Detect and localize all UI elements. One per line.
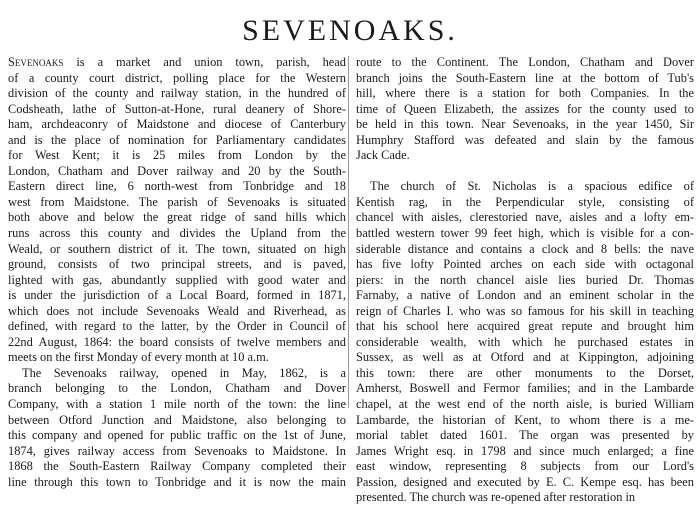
text-line: James Wright esq. in 1798 and since much enlarged; a fine <box>356 443 694 458</box>
text-line: has five lofty Pointed arches on each side with octagonal <box>356 257 694 272</box>
text-line: The church of St. Nicholas is a spacious edifice of <box>370 179 694 194</box>
text-line: west from Maidstone. The parish of Sevenoaks is situated <box>8 194 346 209</box>
text-line: between Otford Junction and Maidstone, also belonging to <box>8 412 346 427</box>
text-line: battled western tower 99 feet high, which is visible for a con- <box>356 226 694 241</box>
right-column <box>356 55 694 506</box>
text-line: runs across this county and divides the Upland from the <box>8 226 346 241</box>
text-line: lighted with gas, abundantly supplied with good water and <box>8 272 346 287</box>
text-line: east window, representing 8 subjects from our Lord's <box>356 459 694 474</box>
text-line: Kentish rag, in the Perpendicular style, consisting of <box>356 194 694 209</box>
text-line: both above and below the great ridge of sand hills which <box>8 210 346 225</box>
text-line: branch joins the South-Eastern line at the bottom of Tub's <box>356 70 694 85</box>
text-line: this town: there are other monuments to the Dorset, <box>356 365 694 380</box>
text-line: Weald, or southern district of it. The town, situated on high <box>8 241 346 256</box>
text-line: defined, with regard to the latter, by the Order in Council of <box>8 319 346 334</box>
text-line: London, Chatham and Dover railway and 20 by the South- <box>8 163 346 178</box>
text-line: ground, consists of two principal streets, and is paved, <box>8 257 346 272</box>
text-line: 22nd August, 1864: the board consists of twelve members and <box>8 334 346 349</box>
text-line: time of Queen Elizabeth, the assizes for the county used to <box>356 101 694 116</box>
text-line: route to the Continent. The London, Chatham and Dover <box>356 55 694 69</box>
left-column <box>8 55 346 490</box>
text-line: meets on the first Monday of every month at 10 a.m. <box>8 350 269 365</box>
text-line: this company and opened for public traffic on the 1st of June, <box>8 428 346 443</box>
text-line: morial tablet dated 1601. The organ was presented by <box>356 428 694 443</box>
column-divider <box>348 56 349 408</box>
text-line: Sevenoaks is a market and union town, parish, head <box>8 55 346 69</box>
text-line: is under the jurisdiction of a Local Board, formed in 1871, <box>8 288 346 303</box>
text-line: Amherst, Boswell and Fermor families; and in the Lambarde <box>356 381 694 396</box>
text-line: Humphry Stafford was defeated and slain by the famous <box>356 132 694 147</box>
text-line <box>356 164 694 180</box>
text-line: be held in this town. Near Sevenoaks, in the year 1450, Sir <box>356 117 694 132</box>
text-line: division of the county and railway station, in the hundred of <box>8 86 346 101</box>
text-line: considerable wealth, with which he purchased estates in <box>356 334 694 349</box>
text-line: Jack Cade. <box>356 148 410 163</box>
lead-word: Sevenoaks <box>8 55 64 69</box>
text-line: ham, archdeaconry of Maidstone and diocese of Canterbury <box>8 117 346 132</box>
text-line: presented. The church was re-opened after restoration in <box>356 490 636 505</box>
text-line: siderable distance and contains a clock and 8 bells: the nave <box>356 241 694 256</box>
text-line: Company, with a station 1 mile north of the town: the line <box>8 397 346 412</box>
text-line: Codsheath, lathe of Sutton-at-Hone, rural deanery of Shore- <box>8 101 346 116</box>
text-line: branch belonging to the London, Chatham and Dover <box>8 381 346 396</box>
text-line: line through this town to Tonbridge and it is now the main <box>8 474 346 489</box>
text-line: hill, where there is a station for both Companies. In the <box>356 86 694 101</box>
text-line: 1874, gives railway access from Sevenoaks to Maidstone. In <box>8 443 346 458</box>
text-line: reign of Charles I. who was so famous for his skill in teaching <box>356 303 694 318</box>
text-line: Passion, designed and executed by E. C. Kempe esq. has been <box>356 474 694 489</box>
text-line: Eastern direct line, 6 north-west from Tonbridge and 18 <box>8 179 346 194</box>
text-line: which does not include Sevenoaks Weald and Riverhead, as <box>8 303 346 318</box>
text-line: Lambarde, the historian of Kent, to whom there is a me- <box>356 412 694 427</box>
text-line: piers: in the north chancel aisle lies buried Dr. Thomas <box>356 272 694 287</box>
text-line: chapel, at the west end of the north aisle, is buried William <box>356 397 694 412</box>
page-title: SEVENOAKS. <box>242 14 458 47</box>
text-line: that his school here acquired great repute and brought him <box>356 319 694 334</box>
text-line: chancel with aisles, clerestoried nave, aisles and a lofty em- <box>356 210 694 225</box>
text-line: 1868 the South-Eastern Railway Company completed their <box>8 459 346 474</box>
text-line: Sussex, as well as at Otford and at Kippington, adjoining <box>356 350 694 365</box>
text-line: Farnaby, a native of London and an eminent scholar in the <box>356 288 694 303</box>
text-line: for West Kent; it is 25 miles from London by the <box>8 148 346 163</box>
text-line: and is the place of nomination for Parliamentary candidates <box>8 132 346 147</box>
text-line: of a county court district, polling place for the Western <box>8 70 346 85</box>
text-line: The Sevenoaks railway, opened in May, 1862, is a <box>22 365 346 380</box>
